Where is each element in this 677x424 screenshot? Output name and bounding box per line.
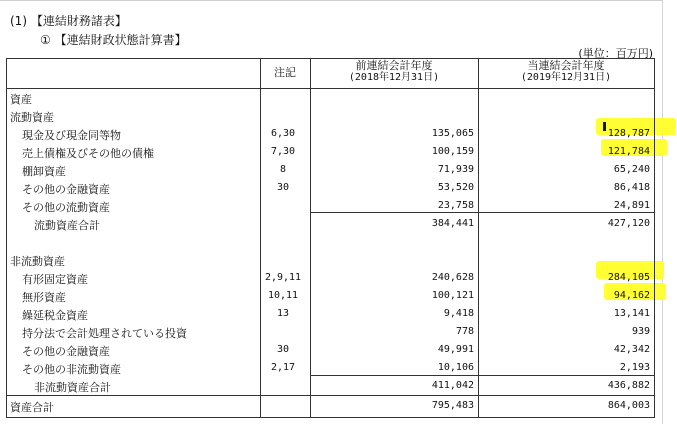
row-prior-value: 71,939	[437, 164, 474, 175]
row-note: 2,17	[270, 362, 296, 373]
row-label: 資産合計	[10, 401, 54, 414]
row-prior-value: 135,065	[431, 128, 474, 139]
row-current-assets-heading	[6, 107, 654, 125]
row-current-value: 24,891	[613, 200, 650, 211]
section-title: (1) 【連結財務諸表】	[10, 14, 127, 28]
table-bottom-line	[6, 417, 654, 418]
row-noncurrent-heading	[6, 251, 654, 269]
row-other-current	[6, 197, 654, 215]
row-deferred-tax	[6, 305, 654, 323]
row-other-financial-current	[6, 179, 654, 197]
row-label: その他の流動資産	[22, 201, 110, 214]
row-prior-value: 100,159	[431, 146, 474, 157]
row-prior-value: 411,042	[431, 380, 474, 391]
row-label: 売上債権及びその他の債権	[22, 147, 154, 160]
row-current-value: 121,784	[607, 146, 650, 157]
row-label: 持分法で会計処理されている投資	[22, 327, 187, 340]
row-label: 繰延税金資産	[22, 309, 88, 322]
subsection-title: ① 【連結財政状態計算書】	[40, 33, 187, 47]
row-total-current	[6, 215, 654, 233]
row-note: 6,30	[270, 128, 296, 139]
financial-position-table	[6, 58, 654, 418]
row-inventories	[6, 161, 654, 179]
row-receivables	[6, 143, 654, 161]
row-label: 流動資産合計	[34, 219, 100, 232]
row-prior-value: 240,628	[431, 272, 474, 283]
row-label: 流動資産	[10, 111, 54, 124]
top-border	[0, 0, 662, 1]
right-border	[662, 0, 663, 424]
row-prior-value: 9,418	[443, 308, 474, 319]
row-prior-value: 23,758	[437, 200, 474, 211]
row-note: 2,9,11	[264, 272, 302, 283]
row-note: 10,11	[267, 290, 299, 301]
row-current-value: 42,342	[613, 344, 650, 355]
row-label: その他の金融資産	[22, 183, 110, 196]
row-equity-method	[6, 323, 654, 341]
prior-year-header: 前連結会計年度 (2018年12月31日)	[348, 59, 440, 83]
total-assets-top-line	[6, 395, 654, 396]
row-current-value: 2,193	[619, 362, 650, 373]
row-label: 資産	[10, 93, 32, 106]
row-note: 13	[276, 308, 290, 319]
row-current-value: 128,787	[607, 128, 650, 139]
row-total-noncurrent	[6, 377, 654, 395]
row-label: 非流動資産	[10, 255, 65, 268]
row-label: 無形資産	[22, 291, 66, 304]
row-label: 棚卸資産	[22, 165, 66, 178]
row-prior-value: 778	[455, 326, 474, 337]
row-note: 30	[276, 182, 290, 193]
row-cash	[6, 125, 654, 143]
row-current-value: 86,418	[613, 182, 650, 193]
current-year-header: 当連結会計年度 (2019年12月31日)	[520, 59, 612, 83]
row-current-value: 65,240	[613, 164, 650, 175]
row-prior-value: 384,441	[431, 218, 474, 229]
row-current-value: 94,162	[613, 290, 650, 301]
row-prior-value: 795,483	[431, 400, 474, 411]
unit-note: (単位：百万円)	[578, 47, 653, 60]
row-current-value: 284,105	[607, 272, 650, 283]
text-cursor	[603, 122, 606, 131]
note-column-header: 注記	[274, 66, 296, 79]
row-current-value: 864,003	[607, 400, 650, 411]
row-note: 7,30	[270, 146, 296, 157]
row-note: 30	[276, 344, 290, 355]
row-prior-value: 100,121	[431, 290, 474, 301]
row-prior-value: 53,520	[437, 182, 474, 193]
row-label: その他の金融資産	[22, 345, 110, 358]
row-other-financial-noncurrent	[6, 341, 654, 359]
row-intangibles	[6, 287, 654, 305]
row-label: 有形固定資産	[22, 273, 88, 286]
row-note: 8	[279, 164, 287, 175]
row-prior-value: 10,106	[437, 362, 474, 373]
right-border-line	[654, 58, 655, 418]
row-total-assets	[6, 397, 654, 415]
row-label: 現金及び現金同等物	[22, 129, 121, 142]
row-other-noncurrent	[6, 359, 654, 377]
row-current-value: 13,141	[613, 308, 650, 319]
row-current-value: 427,120	[607, 218, 650, 229]
row-label: その他の非流動資産	[22, 363, 121, 376]
row-current-value: 939	[631, 326, 650, 337]
row-ppe	[6, 269, 654, 287]
row-current-value: 436,882	[607, 380, 650, 391]
row-label: 非流動資産合計	[34, 381, 111, 394]
row-assets-heading	[6, 89, 654, 107]
row-prior-value: 49,991	[437, 344, 474, 355]
